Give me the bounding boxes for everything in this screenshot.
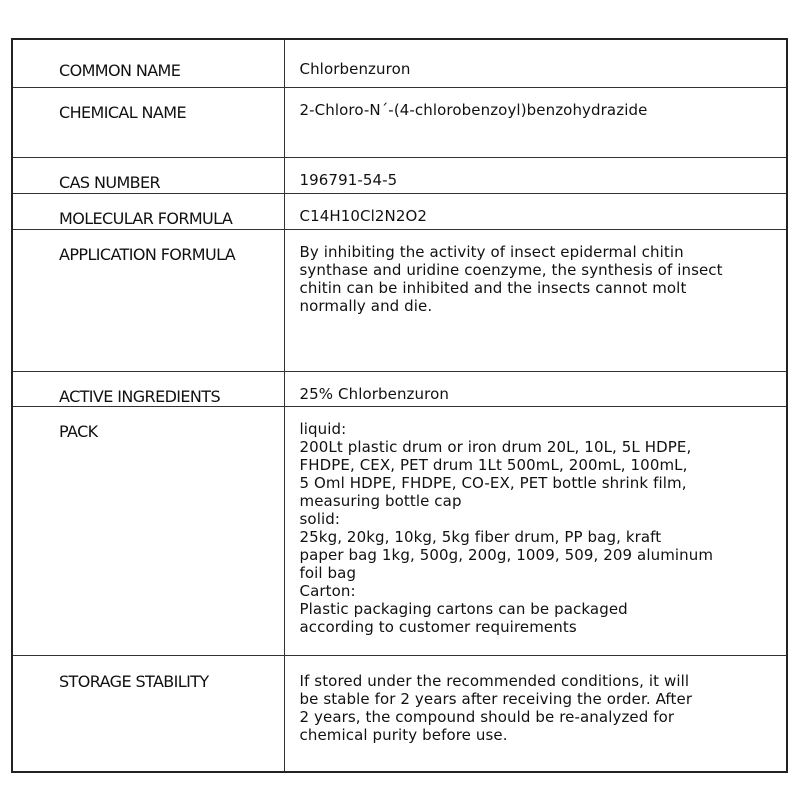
row-value: 2-Chloro-N´-(4-chlorobenzoyl)benzohydrazide <box>284 87 787 157</box>
table-row-active-ingredients <box>12 371 787 406</box>
table-row-common-name <box>12 39 787 87</box>
row-value: Chlorbenzuron <box>284 39 787 87</box>
row-value: C14H10Cl2N2O2 <box>284 193 787 229</box>
row-label: STORAGE STABILITY <box>12 655 284 772</box>
specification-table <box>11 38 788 773</box>
table-row-molecular-formula <box>12 193 787 229</box>
row-label: ACTIVE INGREDIENTS <box>12 371 284 406</box>
row-value: 25% Chlorbenzuron <box>284 371 787 406</box>
table-row-pack <box>12 406 787 655</box>
table-row-storage-stability <box>12 655 787 772</box>
row-label: CAS NUMBER <box>12 157 284 193</box>
row-label: APPLICATION FORMULA <box>12 229 284 371</box>
row-label: PACK <box>12 406 284 655</box>
row-label: COMMON NAME <box>12 39 284 87</box>
row-value: 196791-54-5 <box>284 157 787 193</box>
row-value: If stored under the recommended conditions, it will be stable for 2 years after receiving the order. After 2 years, the compound should be re-analyzed for chemical purity before use. <box>284 655 787 772</box>
table-row-cas-number <box>12 157 787 193</box>
table-row-application-formula <box>12 229 787 371</box>
row-label: MOLECULAR FORMULA <box>12 193 284 229</box>
table-row-chemical-name <box>12 87 787 157</box>
row-value: liquid: 200Lt plastic drum or iron drum 20L, 10L, 5L HDPE, FHDPE, CEX, PET drum 1Lt 500mL, 200mL, 100mL, 5 Oml HDPE, FHDPE, CO-EX, PET bottle shrink film, measuring bottle cap solid: 25kg, 20kg, 10kg, 5kg fiber drum, PP bag, kraft paper bag 1kg, 500g, 200g, 1009, 509, 209 aluminum foil bag Carton: Plastic packaging cartons can be packaged according to customer requirements <box>284 406 787 655</box>
row-label: CHEMICAL NAME <box>12 87 284 157</box>
row-value: By inhibiting the activity of insect epidermal chitin synthase and uridine coenzyme, the synthesis of insect chitin can be inhibited and the insects cannot molt normally and die. <box>284 229 787 371</box>
